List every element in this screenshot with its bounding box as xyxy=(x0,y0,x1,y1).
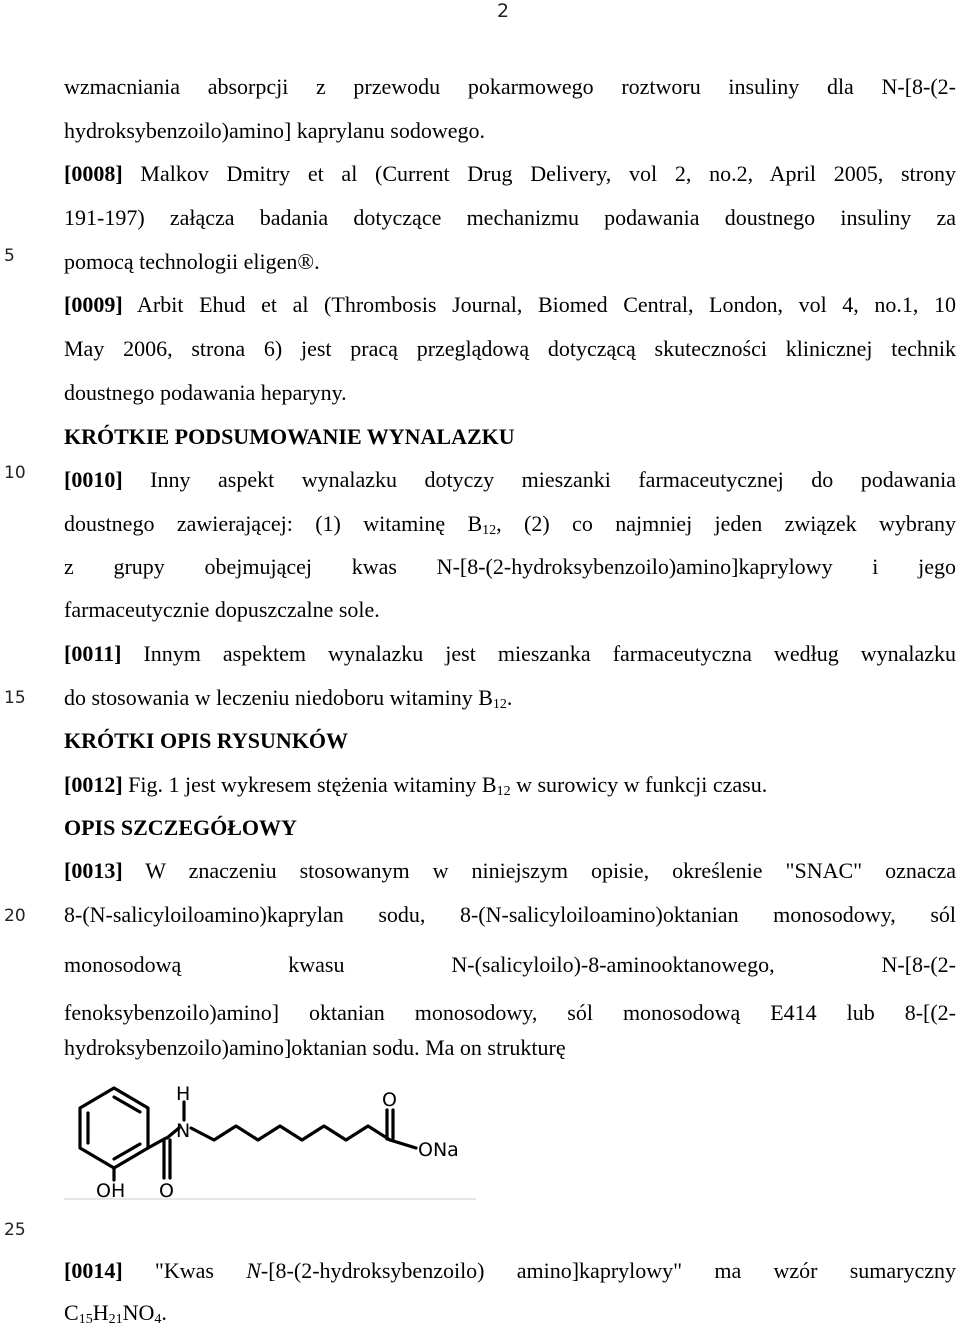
paragraph-line xyxy=(64,288,956,322)
paragraph-text: Inny aspekt wynalazku dotyczy mieszanki farmaceutycznej do podawania xyxy=(122,467,956,492)
section-heading: KRÓTKIE PODSUMOWANIE WYNALAZKU xyxy=(64,424,515,449)
paragraph-line: z grupy obejmującej kwas N-[8-(2-hydroksybenzoilo)amino]kaprylowy i jego xyxy=(64,554,956,579)
line-number: 20 xyxy=(4,906,26,926)
paragraph-line xyxy=(64,768,956,802)
paragraph-text: . xyxy=(506,685,513,710)
formula-part: H xyxy=(92,1300,109,1325)
line-number: 5 xyxy=(4,246,15,266)
paragraph-text: -[8-(2-hydroksybenzoilo) amino]kaprylowy" ma wzór sumaryczny xyxy=(260,1258,956,1283)
paragraph-line xyxy=(64,637,956,671)
formula-part: NO xyxy=(122,1300,155,1325)
molecular-formula xyxy=(64,1296,956,1330)
paragraph-number: [0008] xyxy=(64,161,123,186)
paragraph-number: [0014] xyxy=(64,1258,123,1283)
paragraph-line xyxy=(64,463,956,497)
paragraph-text: Fig. 1 jest wykresem stężenia witaminy B xyxy=(122,772,497,797)
paragraph-line xyxy=(64,507,956,541)
chemical-structure xyxy=(64,1082,476,1200)
paragraph-number: [0011] xyxy=(64,641,122,666)
subscript: 12 xyxy=(482,523,497,538)
subscript: 15 xyxy=(78,1312,93,1327)
structure-label: N xyxy=(176,1120,191,1142)
paragraph-text: Innym aspektem wynalazku jest mieszanka farmaceutyczna według wynalazku xyxy=(121,641,956,666)
paragraph-text: doustnego zawierającej: (1) witaminę B xyxy=(64,511,483,536)
paragraph-line xyxy=(64,1254,956,1288)
paragraph-line: fenoksybenzoilo)amino] oktanian monosodowy, sól monosodową E414 lub 8-[(2- xyxy=(64,1000,956,1025)
line-number: 10 xyxy=(4,463,26,483)
subscript: 21 xyxy=(108,1312,123,1327)
subscript: 4 xyxy=(154,1312,162,1327)
paragraph-line: 191-197) załącza badania dotyczące mechanizmu podawania doustnego insuliny za xyxy=(64,205,956,230)
paragraph-line: May 2006, strona 6) jest pracą przeglądową dotyczącą skuteczności klinicznej technik xyxy=(64,336,956,361)
italic-text: N xyxy=(246,1258,261,1283)
paragraph-line: hydroksybenzoilo)amino]oktanian sodu. Ma on strukturę xyxy=(64,1035,566,1060)
paragraph-line: pomocą technologii eligen®. xyxy=(64,249,320,274)
paragraph-text: Arbit Ehud et al (Thrombosis Journal, Biomed Central, London, vol 4, no.1, 10 xyxy=(122,292,956,317)
formula-part: . xyxy=(161,1300,167,1325)
paragraph-line: 8-(N-salicyloiloamino)kaprylan sodu, 8-(N-salicyloiloamino)oktanian monosodowy, sól xyxy=(64,902,956,927)
paragraph-text: , (2) co najmniej jeden związek wybrany xyxy=(496,511,956,536)
paragraph-text: W znaczeniu stosowanym w niniejszym opisie, określenie "SNAC" oznacza xyxy=(122,858,956,883)
paragraph-line xyxy=(64,854,956,888)
paragraph-number: [0010] xyxy=(64,467,123,492)
line-number: 25 xyxy=(4,1220,26,1240)
paragraph-line xyxy=(64,681,956,715)
paragraph-line: farmaceutycznie dopuszczalne sole. xyxy=(64,597,380,622)
subscript: 12 xyxy=(492,697,507,712)
paragraph-line: monosodową kwasu N-(salicyloilo)-8-aminooktanowego, N-[8-(2- xyxy=(64,952,956,977)
structure-label: H xyxy=(176,1083,191,1105)
paragraph-line: wzmacniania absorpcji z przewodu pokarmowego roztworu insuliny dla N-[8-(2- xyxy=(64,74,956,99)
paragraph-line xyxy=(64,157,956,191)
structure-label: ONa xyxy=(418,1139,459,1161)
paragraph-text: "Kwas xyxy=(122,1258,247,1283)
paragraph-number: [0012] xyxy=(64,772,123,797)
paragraph-text: do stosowania w leczeniu niedoboru witaminy B xyxy=(64,685,493,710)
line-number: 15 xyxy=(4,688,26,708)
paragraph-text: w surowicy w funkcji czasu. xyxy=(510,772,768,797)
page-number: 2 xyxy=(497,0,510,22)
paragraph-line: doustnego podawania heparyny. xyxy=(64,380,347,405)
structure-label: OH xyxy=(96,1180,126,1200)
formula-part: C xyxy=(64,1300,79,1325)
structure-label: O xyxy=(382,1089,397,1111)
section-heading: KRÓTKI OPIS RYSUNKÓW xyxy=(64,728,349,753)
subscript: 12 xyxy=(496,784,511,799)
paragraph-line: hydroksybenzoilo)amino] kaprylanu sodowego. xyxy=(64,118,485,143)
paragraph-number: [0009] xyxy=(64,292,123,317)
structure-label: O xyxy=(159,1180,174,1200)
paragraph-text: Malkov Dmitry et al (Current Drug Delivery, vol 2, no.2, April 2005, strony xyxy=(122,161,956,186)
paragraph-number: [0013] xyxy=(64,858,123,883)
section-heading: OPIS SZCZEGÓŁOWY xyxy=(64,815,297,840)
